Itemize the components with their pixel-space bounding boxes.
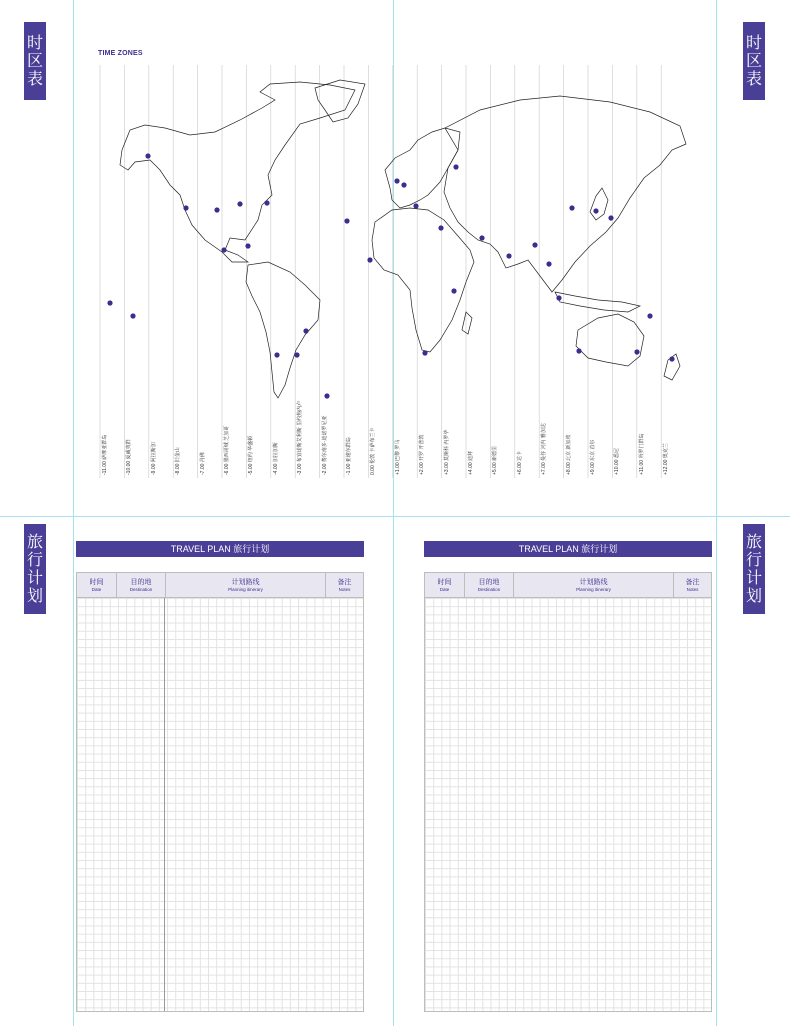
- australia: [576, 314, 644, 366]
- guide-middle: [0, 516, 790, 517]
- asia: [444, 96, 686, 292]
- col-notes: 备注 Notes: [685, 577, 700, 592]
- timezone-label: +4.00 迪拜: [468, 450, 474, 475]
- timezone-label: 0.00 伦敦 卡萨布兰卡: [370, 427, 377, 475]
- tab-travel-left[interactable]: 旅 行 计 划: [24, 524, 46, 614]
- city-dot: [264, 200, 269, 205]
- tab-timezone-left[interactable]: 时 区 表: [24, 22, 46, 100]
- timezone-label: -2.00 费尔南多·迪诺罗尼亚: [321, 415, 328, 475]
- city-dot: [669, 356, 674, 361]
- grid-divider: [164, 598, 165, 1011]
- continents: [120, 80, 686, 398]
- city-dot: [556, 295, 561, 300]
- city-dot: [237, 201, 242, 206]
- city-dot: [451, 288, 456, 293]
- city-dot: [413, 203, 418, 208]
- madagascar: [462, 312, 472, 334]
- south-america: [246, 262, 320, 398]
- col-itinerary: 计划路线 Planning itinerary: [514, 573, 674, 597]
- city-dot: [634, 349, 639, 354]
- city-dot: [647, 313, 652, 318]
- timezone-label: -1.00 亚速尔群岛: [346, 437, 352, 475]
- city-dot: [401, 182, 406, 187]
- col-date: 时间 Date: [425, 573, 465, 597]
- city-dot: [303, 328, 308, 333]
- col-itinerary: 计划路线 Planning itinerary: [166, 573, 326, 597]
- city-dot: [422, 350, 427, 355]
- timezone-label: +5.00 新德里: [492, 445, 499, 475]
- japan: [590, 188, 608, 220]
- timezone-label: -3.00 布宜诺斯艾利斯 里约热内卢: [297, 400, 304, 475]
- col-destination: 目的地 Destination: [117, 573, 166, 597]
- timezone-label: +8.00 北京 新加坡: [565, 434, 572, 475]
- timezone-label: -9.00 阿拉斯加: [150, 442, 157, 475]
- city-dot: [569, 205, 574, 210]
- timezone-label: -4.00 加拉加斯: [272, 442, 279, 475]
- travel-plan-left: [76, 541, 364, 1012]
- city-dot: [245, 243, 250, 248]
- plan-header: [77, 573, 363, 598]
- timezone-lines: [100, 65, 661, 478]
- city-dot: [506, 253, 511, 258]
- city-dot: [274, 352, 279, 357]
- plan-title: TRAVEL PLAN 旅行计划: [76, 541, 364, 557]
- timezone-label: -7.00 丹佛: [199, 452, 206, 475]
- greenland: [315, 80, 365, 122]
- city-dot: [438, 225, 443, 230]
- tab-timezone-right[interactable]: 时 区 表: [743, 22, 765, 100]
- timezone-label: +6.00 达卡: [516, 450, 523, 475]
- timezone-label: +9.00 东京 首尔: [590, 439, 596, 475]
- travel-plan-right: [424, 541, 712, 1012]
- timezone-label: +1.00 巴黎 罗马: [394, 439, 401, 475]
- city-dot: [183, 205, 188, 210]
- timezone-label: -5.00 纽约 华盛顿: [248, 435, 255, 475]
- city-dot: [324, 393, 329, 398]
- tab-travel-right[interactable]: 旅 行 计 划: [743, 524, 765, 614]
- europe: [385, 128, 460, 208]
- plan-table: [424, 572, 712, 1012]
- city-dot: [532, 242, 537, 247]
- city-dot: [367, 257, 372, 262]
- city-dot: [130, 313, 135, 318]
- city-dot: [394, 178, 399, 183]
- city-dot: [479, 235, 484, 240]
- city-dot: [294, 352, 299, 357]
- timezones-title: TIME ZONES: [98, 50, 143, 57]
- col-date: 时间 Date: [77, 573, 117, 597]
- plan-title: TRAVEL PLAN 旅行计划: [424, 541, 712, 557]
- timezone-label: +11.00 所罗门群岛: [638, 433, 645, 475]
- timezone-label: +3.00 莫斯科 内罗毕: [443, 429, 450, 475]
- plan-header: [425, 573, 711, 598]
- africa: [372, 208, 474, 352]
- city-dot: [214, 207, 219, 212]
- city-dots: [107, 153, 674, 398]
- city-dot: [107, 300, 112, 305]
- city-dot: [453, 164, 458, 169]
- timezone-label: -8.00 旧金山: [175, 447, 182, 475]
- city-dot: [546, 261, 551, 266]
- writing-grid[interactable]: [77, 598, 363, 1011]
- timezone-label: -6.00 墨西哥城 芝加哥: [224, 425, 230, 475]
- city-dot: [221, 247, 226, 252]
- timezone-label: -11.00 萨摩亚群岛: [102, 434, 108, 475]
- timezone-label: +2.00 开罗 开普敦: [419, 434, 426, 475]
- city-dot: [344, 218, 349, 223]
- indonesia: [555, 292, 640, 312]
- city-dot: [576, 348, 581, 353]
- timezone-label: +7.00 曼谷 河内 雅加达: [541, 423, 548, 475]
- timezone-label: -10.00 夏威夷群: [126, 439, 133, 475]
- city-dot: [145, 153, 150, 158]
- timezone-label: +10.00 悉尼: [614, 448, 621, 475]
- col-destination: 目的地 Destination: [465, 573, 514, 597]
- writing-grid[interactable]: [425, 598, 711, 1011]
- plan-table: [76, 572, 364, 1012]
- col-notes: 备注 Notes: [337, 577, 352, 592]
- timezone-label: +12.00 奥克兰: [663, 443, 670, 475]
- city-dot: [608, 215, 613, 220]
- city-dot: [593, 208, 598, 213]
